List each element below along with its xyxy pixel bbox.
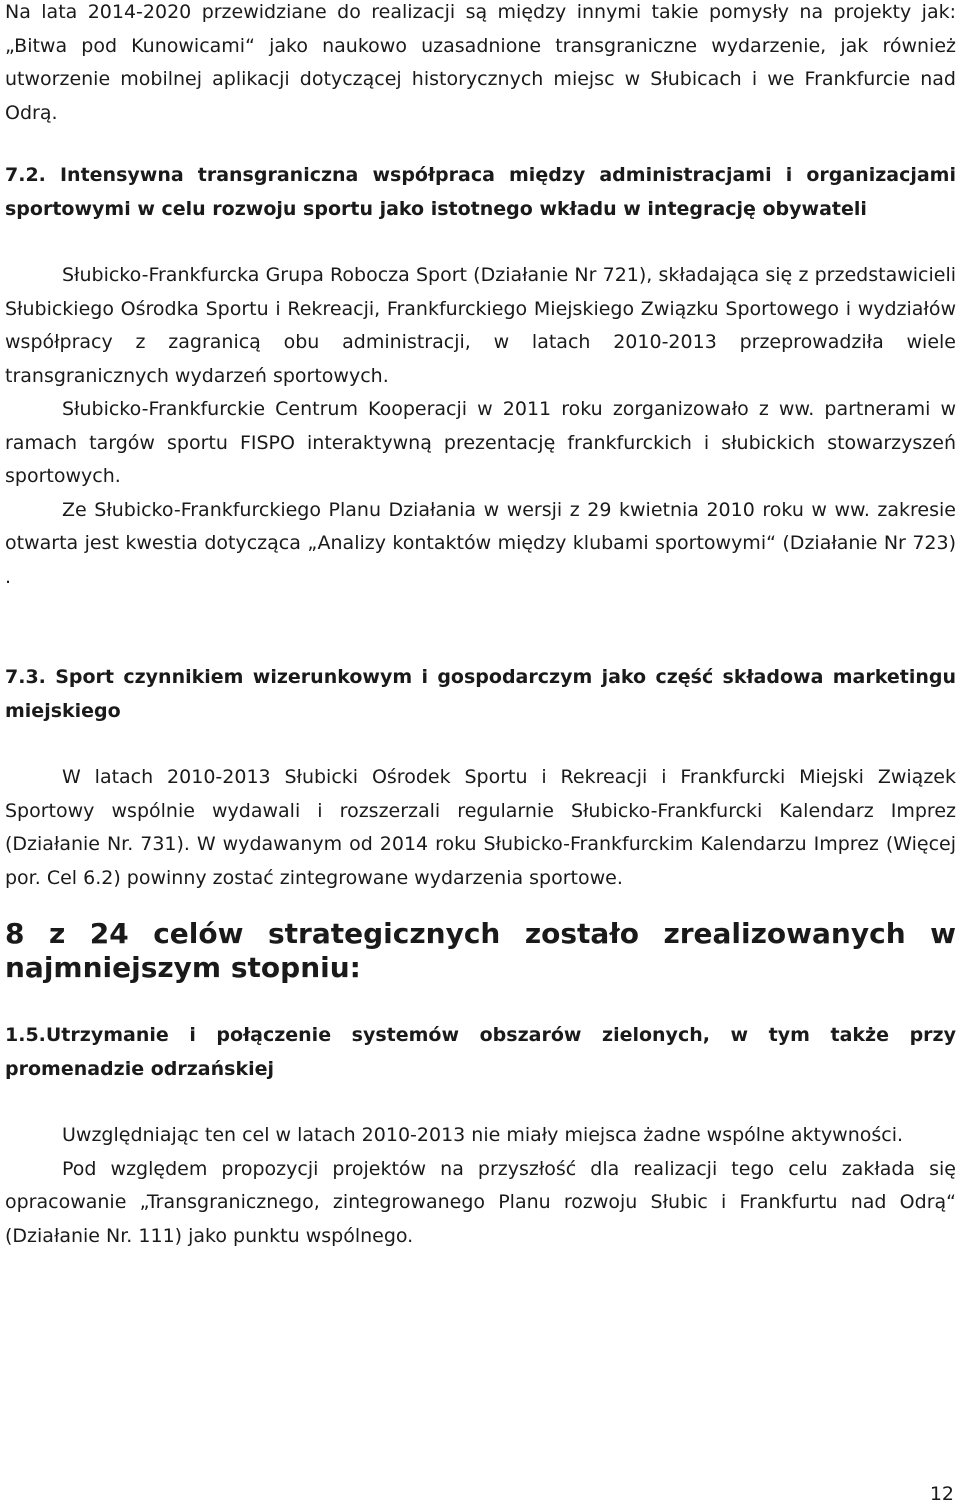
section-1-5-paragraph-2: Pod względem propozycji projektów na przyszłość dla realizacji tego celu zakłada się opracowanie „Transgranicznego, zintegrowanego Planu rozwoju Słubic i Frankfurtu nad Odrą“ (Działanie Nr. 111) jako punktu wspólnego. — [5, 1157, 956, 1247]
document-page — [5, 0, 956, 1253]
strategic-goals-heading: 8 z 24 celów strategicznych zostało zrealizowanych w najmniejszym stopniu: — [5, 917, 956, 984]
intro-paragraph: Na lata 2014-2020 przewidziane do realizacji są między innymi takie pomysły na projekty jak: „Bitwa pod Kunowicami“ jako naukowo uzasadnione transgraniczne wydarzenie, jak również utworzenie mobilnej aplikacji dotyczącej historycznych miejsc w Słubicach i we Frankfurcie nad Odrą. — [5, 1, 956, 124]
section-7-3-paragraph: W latach 2010-2013 Słubicki Ośrodek Sportu i Rekreacji i Frankfurcki Miejski Związek Sportowy wspólnie wydawali i rozszerzali regularnie Słubicko-Frankfurcki Kalendarz Imprez (Działanie Nr. 731). W wydawanym od 2014 roku Słubicko-Frankfurckim Kalendarzu Imprez (Więcej por. Cel 6.2) powinny zostać zintegrowane wydarzenia sportowe. — [5, 766, 956, 889]
section-1-5-heading: 1.5.Utrzymanie i połączenie systemów obszarów zielonych, w tym także przy promenadzie odrzańskiej — [5, 1024, 956, 1080]
section-7-3-heading: 7.3. Sport czynnikiem wizerunkowym i gospodarczym jako część składowa marketingu miejskiego — [5, 666, 956, 722]
section-7-2-paragraph-2: Słubicko-Frankfurckie Centrum Kooperacji w 2011 roku zorganizowało z ww. partnerami w ramach targów sportu FISPO interaktywną prezentację frankfurckich i słubickich stowarzyszeń sportowych. — [5, 398, 956, 487]
section-7-2-paragraph-3: Ze Słubicko-Frankfurckiego Planu Działania w wersji z 29 kwietnia 2010 roku w ww. zakresie otwarta jest kwestia dotycząca „Analizy kontaktów między klubami sportowymi“ (Działanie Nr 723) . — [5, 498, 956, 588]
section-1-5-paragraph-1: Uwzględniając ten cel w latach 2010-2013 nie miały miejsca żadne wspólne aktywności. — [62, 1124, 904, 1146]
page-number: 12 — [929, 1483, 954, 1505]
section-7-2-paragraph-1: Słubicko-Frankfurcka Grupa Robocza Sport (Działanie Nr 721), składająca się z przedstawicieli Słubickiego Ośrodka Sportu i Rekreacji, Frankfurckiego Miejskiego Związku Sportowego i wydziałów współpracy z zagranicą obu administracji, w latach 2010-2013 przeprowadziła wiele transgranicznych wydarzeń sportowych. — [5, 264, 956, 387]
section-7-2-heading: 7.2. Intensywna transgraniczna współpraca między administracjami i organizacjami sportowymi w celu rozwoju sportu jako istotnego wkładu w integrację obywateli — [5, 164, 956, 220]
